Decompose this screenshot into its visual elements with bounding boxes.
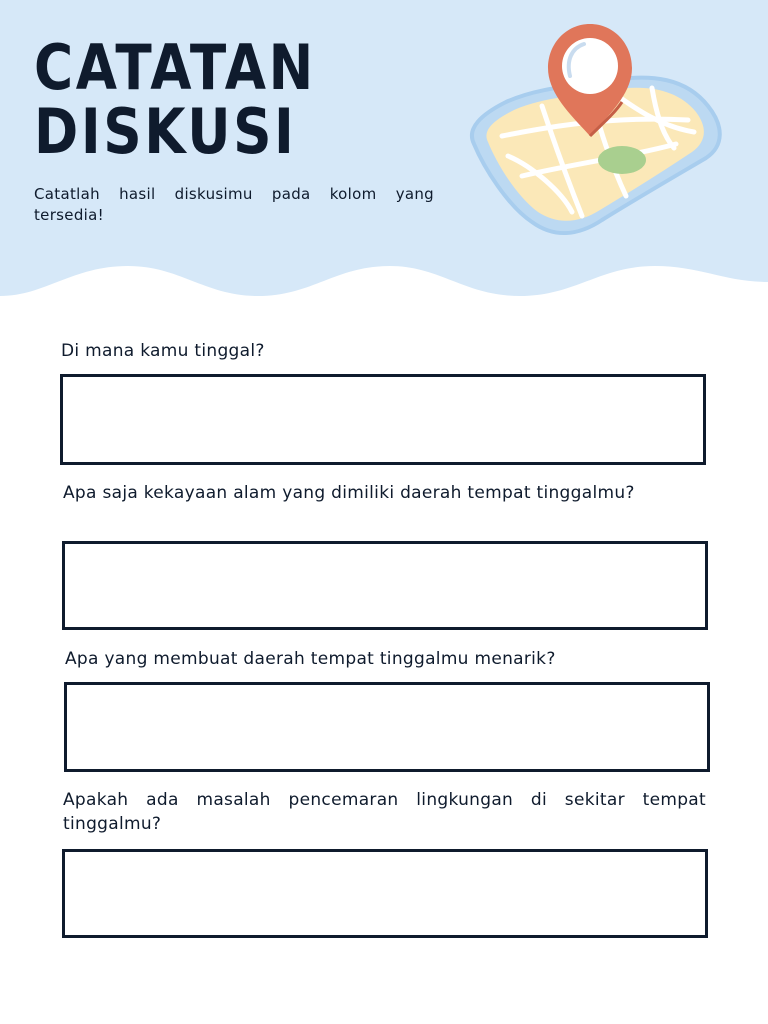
answer-box-3[interactable] — [64, 682, 710, 772]
question-4-label: Apakah ada masalah pencemaran lingkungan di sekitar tempat tinggalmu? — [63, 790, 706, 834]
question-2-label: Apa saja kekayaan alam yang dimiliki daerah tempat tinggalmu? — [63, 483, 635, 503]
title-line-2: DISKUSI — [34, 95, 297, 168]
page-title — [34, 31, 316, 168]
answer-box-4[interactable] — [62, 849, 708, 938]
question-3-label: Apa yang membuat daerah tempat tinggalmu menarik? — [65, 649, 556, 669]
map-location-pin-icon — [462, 16, 732, 244]
instruction-text: Catatlah hasil diskusimu pada kolom yang tersedia! — [34, 185, 434, 224]
question-1-label: Di mana kamu tinggal? — [61, 341, 265, 361]
answer-box-2[interactable] — [62, 541, 708, 630]
title-line-1: CATATAN — [34, 31, 316, 104]
answer-box-1[interactable] — [60, 374, 706, 465]
